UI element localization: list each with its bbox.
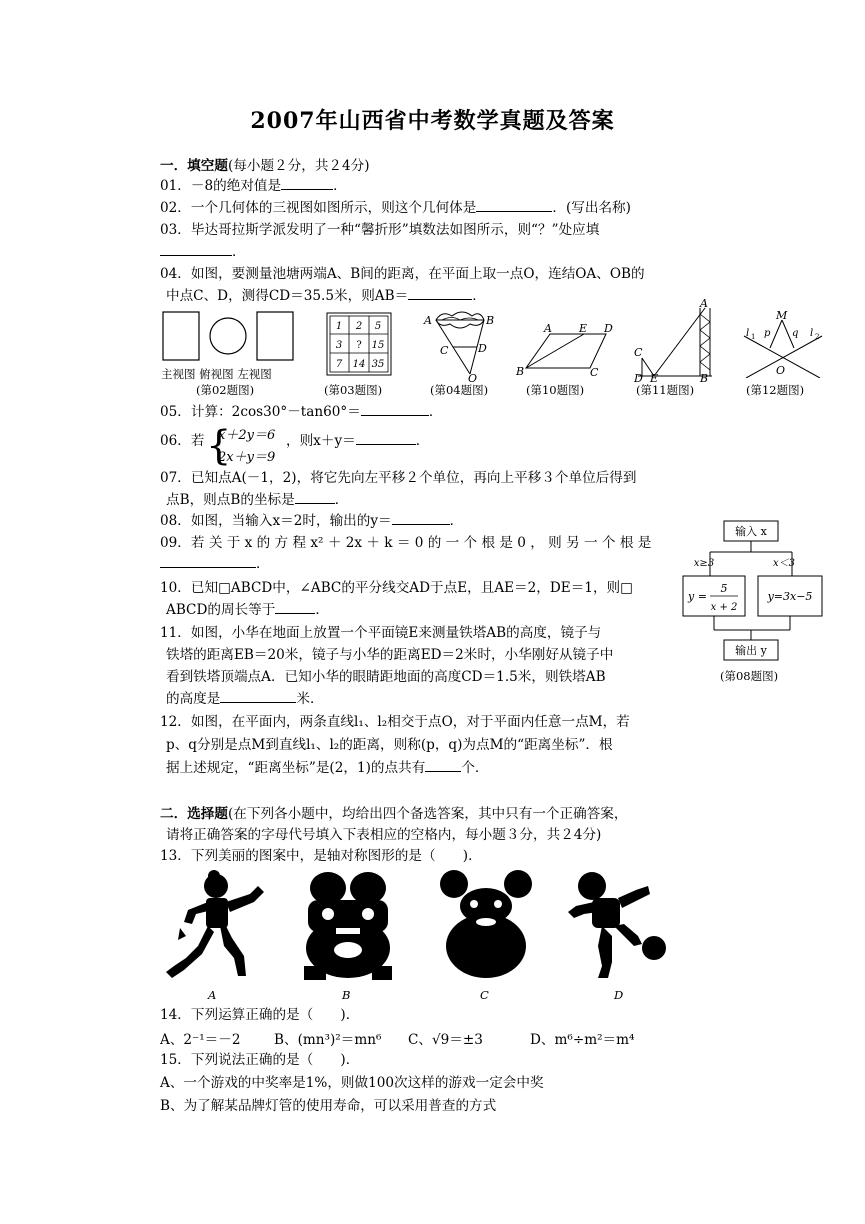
question-12: 12．如图，在平面内，两条直线l₁、l₂相交于点O，对于平面内任意一点M，若: [160, 714, 630, 730]
mosaic-label-b: B: [342, 988, 351, 1002]
question-13: 13．下列美丽的图案中，是轴对称图形的是（ )．: [160, 848, 482, 864]
view-labels: 主视图 俯视图 左视图: [161, 367, 272, 381]
equation-2: 2x＋y＝9: [218, 450, 276, 465]
question-05: 05．计算：2cos30°－tan60°＝ ．: [160, 404, 443, 420]
point-label: A: [424, 314, 432, 327]
point-label: B: [486, 314, 495, 327]
point-label: D: [604, 322, 613, 335]
flow-left-y: y =: [688, 590, 707, 603]
figure-11-caption: (第11题图): [636, 383, 695, 397]
question-08: 08．如图，当输入x＝2时，输出的y＝ ．: [160, 513, 464, 529]
point-label: l: [810, 328, 814, 339]
figure-03-caption: (第03题图): [324, 383, 383, 397]
q15-option-a: A、一个游戏的中奖率是1%，则做100次这样的游戏一定会中奖: [160, 1075, 544, 1091]
system-brace: {: [206, 423, 232, 469]
answer-blank: [160, 242, 232, 256]
question-15: 15．下列说法正确的是（ )．: [160, 1052, 360, 1068]
answer-blank: [160, 554, 256, 568]
point-label: A: [700, 297, 708, 310]
question-02: 02．一个几何体的三视图如图所示，则这个几何体是 ．(写出名称): [160, 200, 631, 216]
figure-08-caption: (第08题图): [720, 669, 779, 683]
answer-blank: [425, 758, 461, 772]
answer-blank: [476, 198, 552, 212]
mosaic-label-c: C: [480, 988, 489, 1002]
point-label: B: [700, 372, 709, 382]
point-label: B: [516, 365, 525, 378]
answer-blank: [295, 490, 335, 504]
flow-output: 输出 y: [735, 644, 767, 657]
question-11-cont-3: 的高度是 米．: [166, 691, 324, 707]
answer-blank: [275, 600, 315, 614]
question-06-tail: ，则x＋y＝ ．: [286, 433, 430, 449]
q14-option-a: A、2⁻¹＝－2: [160, 1032, 241, 1048]
point-label: M: [776, 309, 788, 322]
point-label: q: [792, 328, 799, 339]
section1-heading: 一．填空题(每小题２分，共２4分): [160, 158, 370, 174]
answer-blank: [361, 402, 429, 416]
question-07: 07．已知点A(－1，2)，将它先向左平移２个单位，再向上平移３个单位后得到: [160, 470, 637, 486]
mosaic-label-d: D: [614, 988, 624, 1002]
answer-blank: [281, 176, 333, 190]
question-01: 01．－8的绝对值是 ．: [160, 178, 347, 194]
point-label: 1: [751, 333, 756, 341]
grid-cell: 2: [355, 321, 363, 332]
figure-04-pond: [422, 306, 502, 386]
question-11: 11．如图，小华在地面上放置一个平面镜E来测量铁塔AB的高度，镜子与: [160, 625, 602, 641]
figure-12-lines: [740, 308, 826, 382]
point-label: D: [634, 372, 643, 382]
figure-10-caption: (第10题图): [526, 383, 585, 397]
question-07-cont: 点B，则点B的坐标是 ．: [166, 492, 349, 508]
point-label: p: [764, 328, 771, 339]
flow-left-den: x + 2: [710, 602, 738, 613]
flow-right: y=3x−5: [767, 590, 813, 603]
flow-cond-1: x≥3: [693, 558, 715, 569]
point-label: O: [468, 372, 478, 382]
point-label: 2: [815, 333, 820, 341]
answer-blank: [392, 511, 450, 525]
figure-02-caption: (第02题图): [196, 383, 255, 397]
grid-cell: 5: [374, 321, 382, 332]
answer-blank: [408, 286, 472, 300]
point-label: C: [634, 346, 643, 359]
three-views-drawing: [160, 310, 300, 366]
question-03: 03．毕达哥拉斯学派发明了一种“馨折形”填数法如图所示，则“？”处应填: [160, 222, 600, 238]
point-label: D: [478, 342, 487, 355]
question-04: 04．如图，要测量池塘两端A、B间的距离，在平面上取一点O，连结OA、OB的: [160, 266, 645, 282]
grid-cell: ?: [356, 340, 362, 351]
figure-08-flowchart: [680, 518, 826, 670]
grid-cell: 35: [371, 359, 385, 370]
grid-cell: 7: [335, 359, 343, 370]
question-04-cont: 中点C、D，测得CD＝35.5米，则AB＝ ．: [166, 288, 486, 304]
figure-04-caption: (第04题图): [430, 383, 489, 397]
point-label: A: [544, 322, 552, 335]
equation-1: x＋2y＝6: [218, 428, 276, 443]
figure-02-three-views: [160, 310, 300, 370]
flow-left-num: 5: [720, 582, 728, 595]
section2-heading: 二．选择题(在下列各小题中，均给出四个备选答案，其中只有一个正确答案，: [160, 806, 628, 822]
question-11-cont-1: 铁塔的距离EB＝20米，镜子与小华的距离ED＝2米时，小华刚好从镜子中: [166, 647, 614, 663]
grid-cell: 15: [371, 340, 385, 351]
q14-option-d: D、m⁶÷m²＝m⁴: [530, 1032, 635, 1048]
question-06: 06．若: [160, 433, 205, 449]
point-label: l: [746, 328, 750, 339]
question-09: 09．若 关 于 x 的 方 程 x² ＋ 2x ＋ k ＝ 0 的 一 个 根 是 0 ， 则 另 一 个 根 是: [160, 535, 652, 551]
q14-option-b: B、(mn³)²＝mn⁶: [274, 1032, 382, 1048]
mosaic-figure-c: [434, 866, 538, 988]
answer-blank: [356, 431, 416, 445]
point-label: O: [776, 364, 786, 377]
q15-option-b: B、为了解某品牌灯管的使用寿命，可以采用普查的方式: [160, 1098, 497, 1114]
grid-cell: 1: [335, 321, 343, 332]
mosaic-figure-d: [562, 866, 674, 986]
point-label: C: [440, 344, 449, 357]
question-14: 14．下列运算正确的是（ )．: [160, 1007, 360, 1023]
section2-note-2: 请将正确答案的字母代号填入下表相应的空格内，每小题３分，共２4分): [166, 827, 602, 843]
question-09-cont: ．: [160, 554, 270, 574]
question-12-cont-2: 据上述规定，“距离坐标”是(2，1)的点共有 个．: [166, 760, 489, 776]
point-label: C: [590, 366, 599, 379]
point-label: E: [650, 372, 659, 382]
grid-cell: 3: [335, 340, 343, 351]
flow-cond-2: x＜3: [772, 558, 796, 569]
page-title: 2007年山西省中考数学真题及答案: [250, 108, 615, 134]
figure-11-tower: [630, 296, 720, 386]
figure-03-grid: [326, 312, 394, 382]
point-label: E: [579, 322, 588, 335]
q14-option-c: C、√9＝±3: [408, 1032, 483, 1048]
question-10: 10．已知□ABCD中，∠ABC的平分线交AD于点E，且AE＝2，DE＝1，则□: [160, 580, 633, 596]
grid-cell: 14: [352, 359, 366, 370]
question-11-cont-2: 看到铁塔顶端点A．已知小华的眼睛距地面的高度CD＝1.5米，则铁塔AB: [166, 669, 606, 685]
mosaic-label-a: A: [208, 988, 217, 1002]
mosaic-figure-a: [158, 866, 270, 986]
answer-blank: [220, 689, 296, 703]
figure-10-parallelogram: [514, 320, 618, 384]
question-03-cont: ．: [160, 242, 246, 262]
question-10-cont: ABCD的周长等于 ．: [166, 602, 329, 618]
mosaic-figure-b: [296, 866, 400, 988]
question-12-cont-1: p、q分别是点M到直线l₁、l₂的距离，则称(p，q)为点M的“距离坐标”．根: [166, 737, 613, 753]
figure-12-caption: (第12题图): [746, 383, 805, 397]
flow-input: 输入 x: [735, 525, 767, 538]
